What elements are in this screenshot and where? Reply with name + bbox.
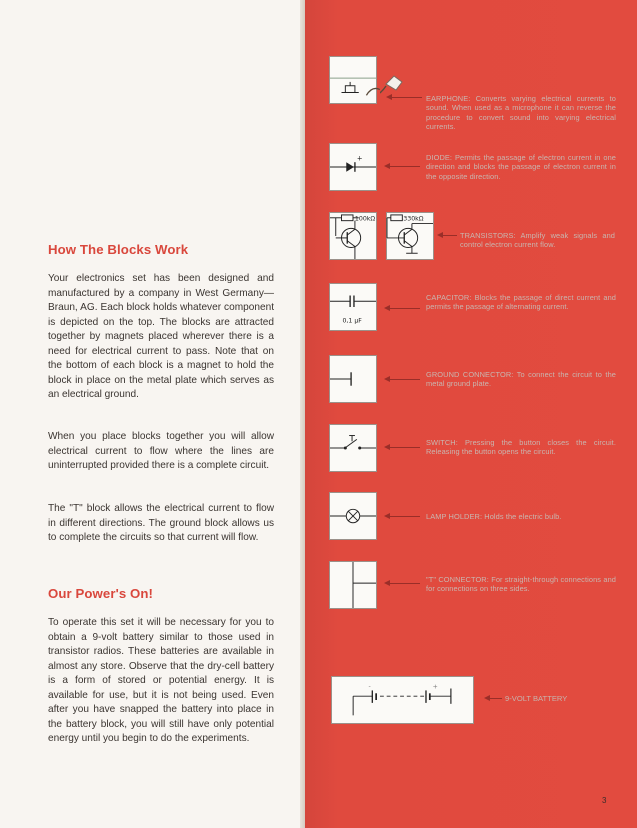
- diode-text: Permits the passage of electron current in one direction and blocks the passage of electron current in the opposite direction.: [426, 153, 616, 181]
- capacitor-name: CAPACITOR:: [426, 293, 472, 302]
- battery-minus-label: -: [368, 683, 371, 691]
- diode-description: [426, 153, 616, 181]
- ground-description: [426, 370, 616, 389]
- battery-pointer-line: [490, 698, 502, 699]
- capacitor-value-label: 0,1 µF: [342, 317, 362, 325]
- t-connector-pointer-line: [390, 583, 420, 584]
- t-connector-name: "T" CONNECTOR:: [426, 575, 489, 584]
- lamp-icon: [330, 493, 376, 539]
- battery-plus-label: +: [432, 683, 438, 691]
- lamp-text: Holds the electric bulb.: [484, 512, 562, 521]
- earphone-block: [329, 56, 377, 104]
- paragraph-blocks-intro: Your electronics set has been designed and manufactured by a company in West Germany—Braun, AG. Each block holds whatever component is depicted on the top. The blocks are attracted together by magnets placed wherever there is a need for electrical current to pass. Note that on the bottom of each block is a magnet to hold the block in place on the metal plate which serves as an electrical ground.: [48, 273, 274, 401]
- lamp-name: LAMP HOLDER:: [426, 512, 483, 521]
- transistor-text: Amplify weak signals and control electron current flow.: [460, 231, 615, 250]
- switch-block: [329, 424, 377, 472]
- heading-power-on: Our Power's On!: [48, 586, 154, 601]
- paragraph-blocks-current: When you place blocks together you will allow electrical current to flow where the lines are uninterrupted provided there is a complete circuit.: [48, 431, 274, 472]
- lamp-holder-block: [329, 492, 377, 540]
- earphone-name: EARPHONE:: [426, 94, 471, 103]
- ground-pointer-line: [390, 379, 420, 380]
- ground-name: GROUND CONNECTOR:: [426, 370, 514, 379]
- diode-pointer-line: [390, 166, 420, 167]
- transistor-resistor-label-1: 100kΩ: [354, 215, 376, 223]
- earphone-text: Converts varying electrical currents to sound. When used as a microphone it can reverse the procedure to convert sound into varying electrical currents.: [426, 94, 616, 131]
- earphone-plug-icon: [380, 74, 406, 96]
- diode-icon: [330, 144, 376, 190]
- battery-block: [331, 676, 474, 724]
- t-connector-block: [329, 561, 377, 609]
- paragraph-t-block: The "T" block allows the electrical current to flow in different directions. The ground block allows us to complete the circuits so that current will flow.: [48, 503, 274, 544]
- transistor-description: [460, 231, 615, 250]
- diode-block: [329, 143, 377, 191]
- svg-text:+: +: [356, 154, 363, 163]
- switch-name: SWITCH:: [426, 438, 458, 447]
- transistor-block-1: [329, 212, 377, 260]
- switch-pointer-line: [390, 447, 420, 448]
- transistor-icon: [387, 213, 433, 259]
- heading-how-blocks-work: How The Blocks Work: [48, 242, 189, 257]
- page-number: 3: [602, 796, 607, 805]
- transistor-block-2: [386, 212, 434, 260]
- ground-connector-block: [329, 355, 377, 403]
- switch-description: [426, 438, 616, 457]
- lamp-description: [426, 512, 616, 521]
- ground-text: To connect the circuit to the metal ground plate.: [426, 370, 616, 389]
- earphone-description: [426, 94, 616, 131]
- switch-icon: [330, 425, 376, 471]
- battery-label: 9-VOLT BATTERY: [505, 694, 568, 703]
- switch-text: Pressing the button closes the circuit. Releasing the button opens the circuit.: [426, 438, 616, 457]
- diode-name: DIODE:: [426, 153, 453, 162]
- ground-connector-icon: [330, 356, 376, 402]
- capacitor-pointer-line: [390, 308, 420, 309]
- t-connector-text: For straight-through connections and for connections on three sides.: [426, 575, 616, 594]
- paragraph-battery: To operate this set it will be necessary for you to obtain a 9-volt battery similar to those used in transistor radios. These batteries are available in almost any store. Observe that the dry-cell battery is a form of stored or potential energy. It is available for use, but it is not being used. Even after you have snapped the battery into place in the battery block, you will still have only potential energy until you begin to do the experiments.: [48, 617, 274, 745]
- transistor-icon: [330, 213, 376, 259]
- t-connector-icon: [330, 562, 376, 608]
- earphone-icon: [330, 57, 376, 103]
- t-connector-description: [426, 575, 616, 594]
- capacitor-block: [329, 283, 377, 331]
- capacitor-description: [426, 293, 616, 312]
- earphone-pointer-line: [392, 97, 422, 98]
- battery-icon: [332, 677, 473, 723]
- transistor-pointer-line: [443, 235, 457, 236]
- lamp-pointer-line: [390, 516, 420, 517]
- capacitor-text: Blocks the passage of direct current and permits the passage of alternating current.: [426, 293, 616, 312]
- capacitor-icon: [330, 284, 376, 330]
- transistor-name: TRANSISTORS:: [460, 231, 516, 240]
- transistor-resistor-label-2: 330kΩ: [403, 215, 424, 223]
